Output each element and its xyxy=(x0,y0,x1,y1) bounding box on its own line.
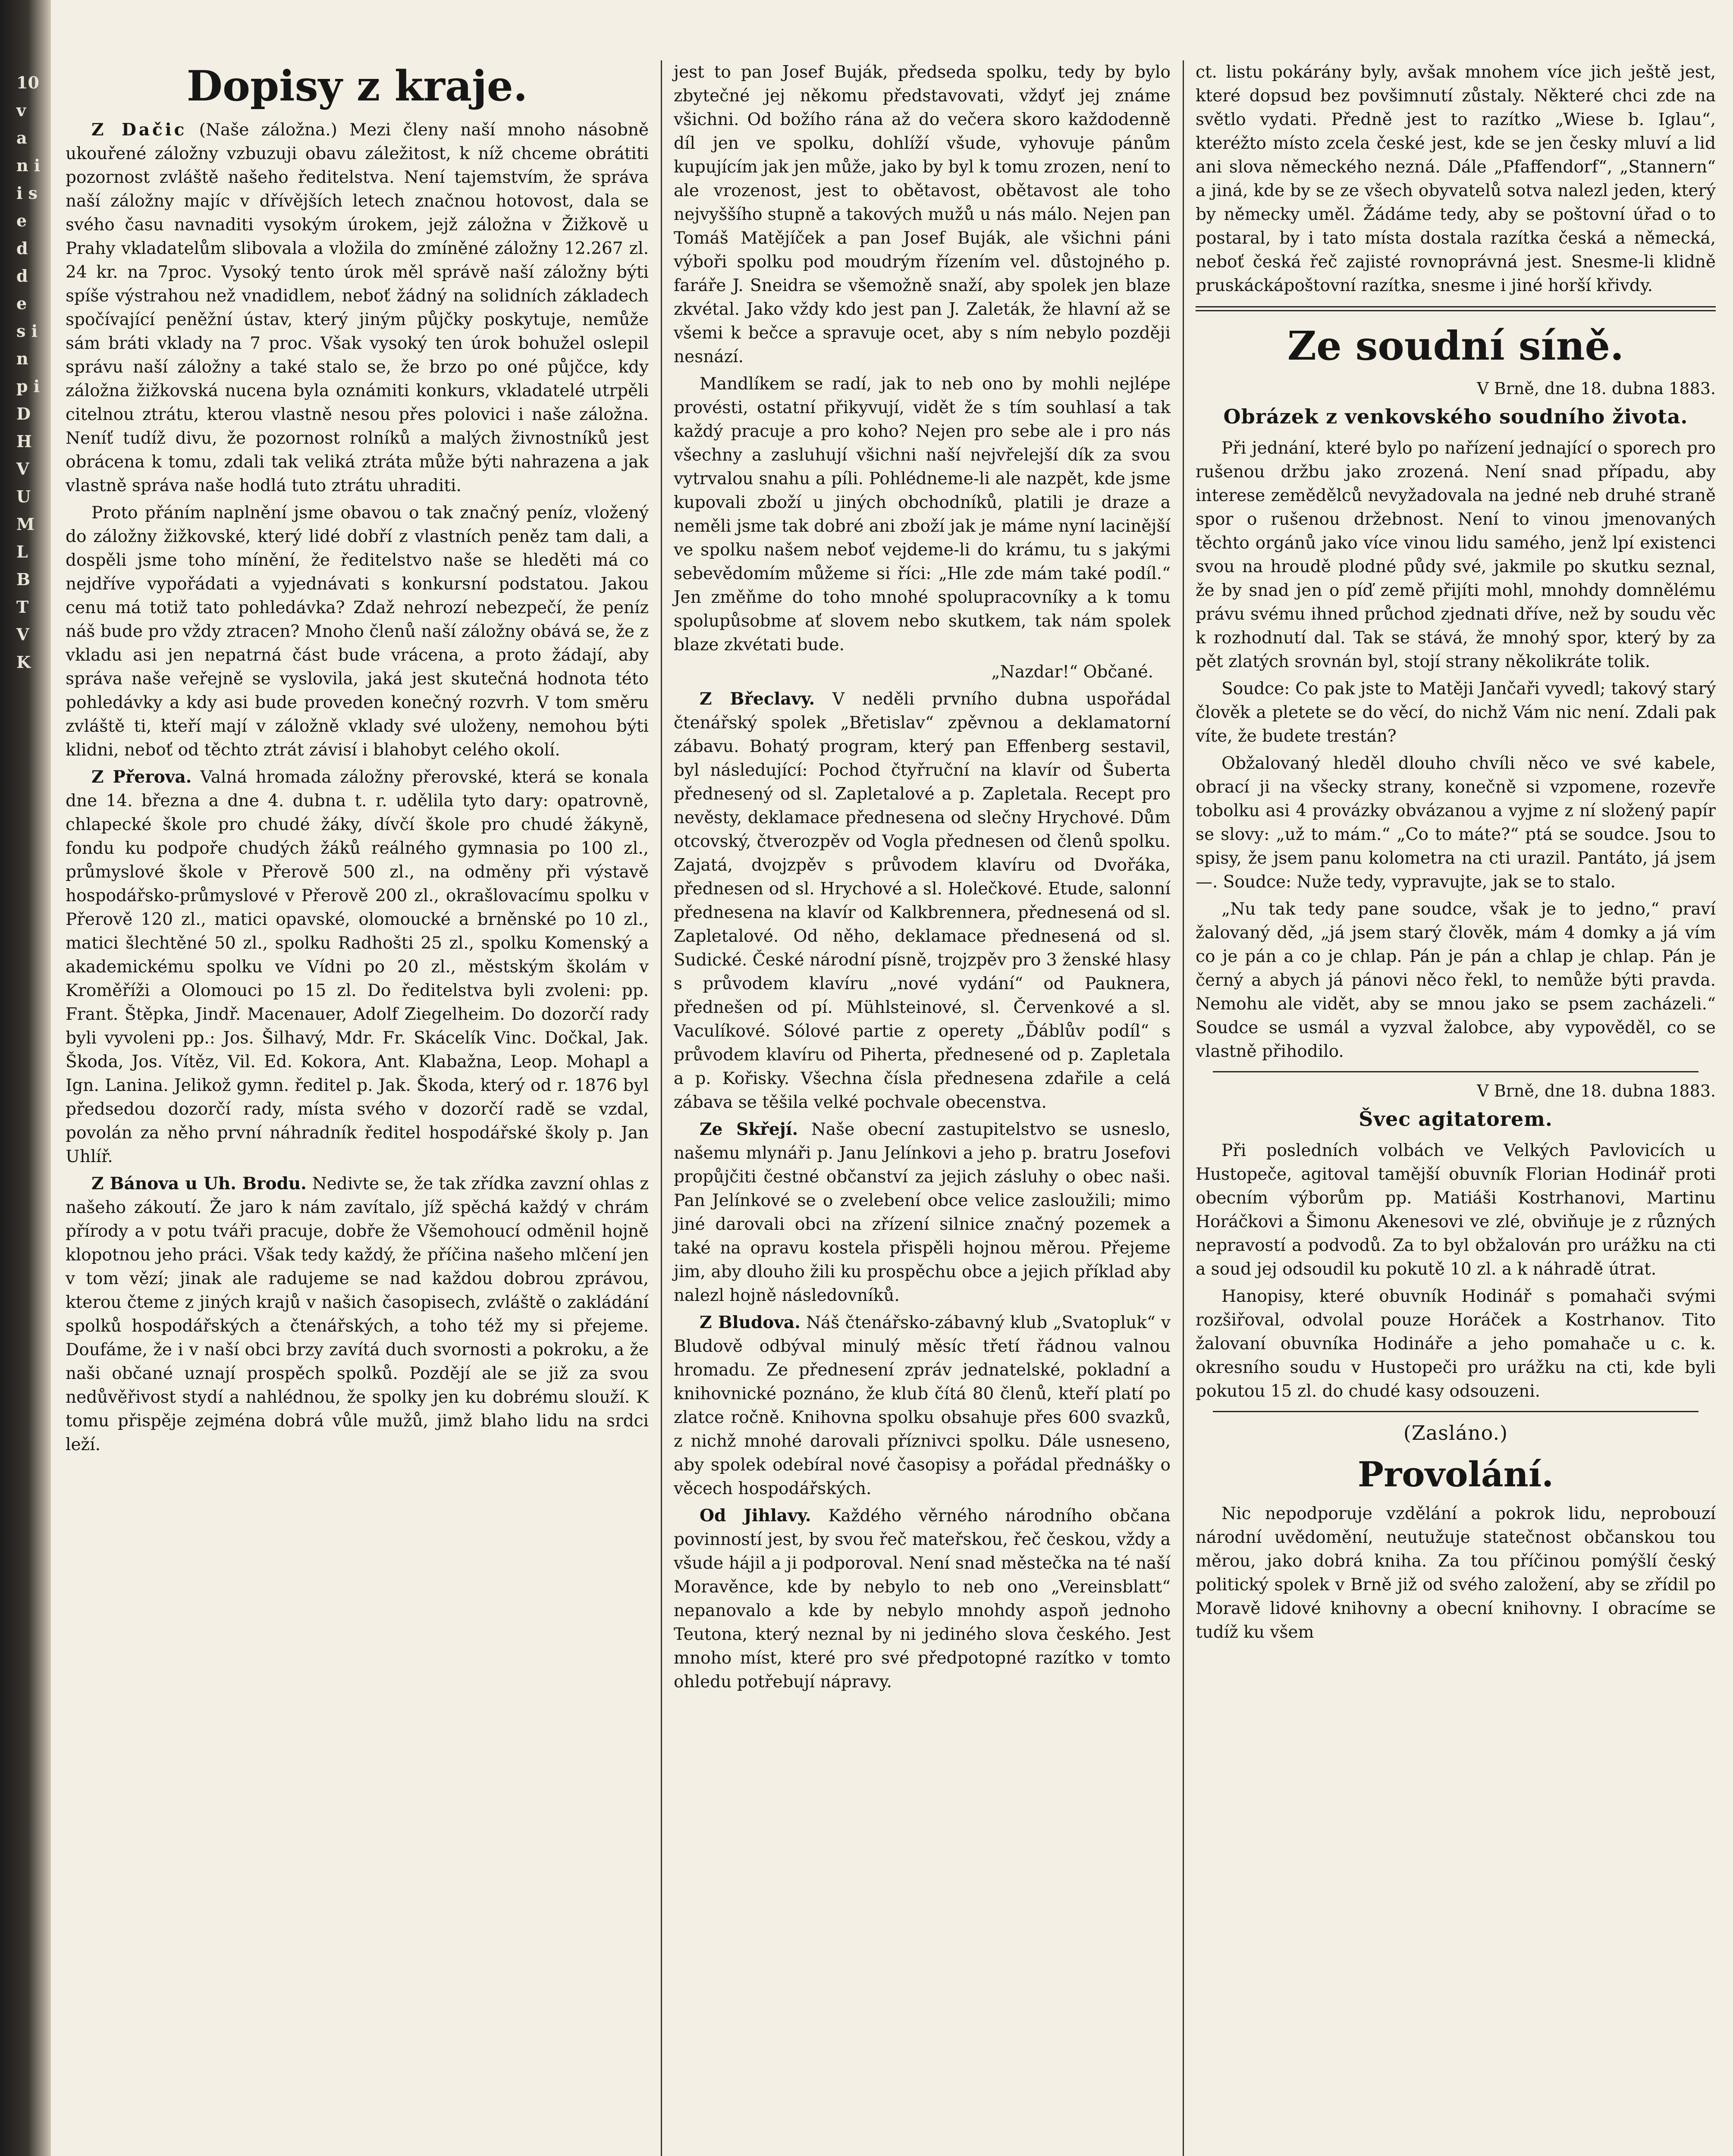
article-jihlava-body: Každého věrného národního občana povinností jest, by svou řeč mateřskou, řeč českou, vždy a všude hájil a ji podporoval. Není snad městečka na té naší Moravěnce, kde by nebylo to neb ono „Vereinsblatt“ nepanovalo a kde by nebylo mnohdy aspoň jednoho Teutona, který neznal by ni jediného slova českého. Jest mnoho míst, které pro své předpotopné razítko v tomto ohledu potřebují nápravy. xyxy=(674,1506,1171,1692)
section-title-dopisy: Dopisy z kraje. xyxy=(186,62,528,110)
article-prerov-body: Valná hromada záložny přerovské, která se konala dne 14. března a dne 4. dubna t. r. udělila tyto dary: opatrovně, chlapecké škole pro chudé žáky, dívčí škole pro chudé žákyně, fondu ku podpoře chudých žáků reálného gymnasia po 100 zl., průmyslové škole v Přerově 500 zl., na odměny při výstavě hospodářsko-průmyslové v Přerově 200 zl., okrašlovacímu spolku v Přerově 120 zl., matici opavské, olomoucké a brněnské po 10 zl., matici šlechtěné 50 zl., spolku Radhošti 25 zl., spolku Komenský a akademickému spolku ve Vídni po 20 zl., městským školám v Kroměříži a Olomouci po 15 zl. Do ředitelstva byli zvoleni: pp. Frant. Štěpka, Jindř. Macenauer, Adolf Ziegelheim. Do dozorčí rady byli vyvoleni pp.: Jos. Šilhavý, Mdr. Fr. Skácelík Vinc. Dočkal, Jak. Škoda, Jos. Vítěz, Vil. Ed. Kokora, Ant. Klabažna, Leop. Mohapl a Ign. Lanina. Jelikož gymn. ředitel p. Jak. Škoda, který od r. 1876 byl předsedou dozorčí rady, místa svého v dozorčí radě se vzdal, povolán za něho první náhradník ředitel hospodářské školy p. Jan Uhlíř. xyxy=(66,768,649,1166)
article-provolani-body: Nic nepodporuje vzdělání a pokrok lidu, neprobouzí národní uvědomění, neutužuje statečnost občanskou tou měrou, jako dobrá kniha. Za tou příčinou pomýšlí český politický spolek v Brně již od svého založení, aby se zřídil po Moravě lidové knihovny a obecní knihovny. I obracíme se tudíž ku všem xyxy=(1196,1504,1716,1642)
article-razitka-continued: ct. listu pokárány byly, avšak mnohem více jich ještě jest, které dopsud bez povšimnutí zůstaly. Některé chci zde na světlo vydati. Předně jest to razítko „Wiese b. Iglau“, kteréžto místo zcela české jest, kde se jen česky mluví a lid ani slova německého nezná. Dále „Pfaffendorf“, „Stannern“ a jiná, kde by se ze všech obyvatelů sotva nalezl jeden, který by německy uměl. Žádáme tedy, aby se poštovní úřad o to postaral, by i tato místa dostala razítka česká a německá, neboť česká řeč zajisté rovnoprávná jest. Snesme-li klidně pruskáckápoštovní razítka, snesme i jiné horší křivdy. xyxy=(1196,63,1716,295)
column-rule-2 xyxy=(1183,60,1184,2156)
article-breclav xyxy=(674,687,1171,1114)
article-continued-mandlik: Mandlíkem se radí, jak to neb ono by mohli nejlépe provésti, ostatní přikyvují, vidět že s tím souhlasí a tak každý pracuje a pro koho? Nejen pro sebe ale i pro nás všechny a zasluhují všichni naší nejvřelejší dík za svou vytrvalou snahu a píli. Pohlédneme-li ale nazpět, kde jsme kupovali zboží u jiných obchodníků, platili je draze a neměli jsme tak dobré ani zboží jak je máme nyní lacinější ve spolku našem neboť vejdeme-li do krámu, tu s jakými sebevědomím můžeme si říci: „Hle zde mám také podíl.“ Jen změňme do toho mnohé spolupracovníky a k tomu spolupůsobme ať slovem nebo skutkem, tak nám spolek blaze zkvétati bude. xyxy=(674,374,1171,655)
article-jihlava xyxy=(674,1504,1171,1694)
article-dacice-heading: Z Dačic xyxy=(91,120,187,140)
column-2 xyxy=(664,60,1180,2156)
subheading-obrazek: Obrázek z venkovského soudního života. xyxy=(1223,405,1688,428)
section-divider xyxy=(1196,306,1716,311)
article-skreje-body: Naše obecní zastupitelstvo se usneslo, našemu mlynáři p. Janu Jelínkovi a jeho p. bratru Josefovi propůjčiti čestné občanství za jejich zásluhy o obec naši. Pan Jelínkové se o zvelebení obce velice zasloužili; mimo jiné darovali obci na zřízení silnice značný pozemek a také na opravu kostela přispěli hojnou měrou. Přejeme jim, aby dlouho žili ku prospěchu obce a jejich příklad aby nalezl hojně následovníků. xyxy=(674,1120,1171,1305)
article-dacice-continued: Proto přáním naplnění jsme obavou o tak značný peníz, vložený do záložny žižkovské, který lidé dobří z vlastních peněz tam dali, a dospěli jsme toho mínění, že ředitelstvo naše se hleděti má co nejdříve vypořádati a vyjednávati s konkursní podstatou. Jakou cenu má totiž tato pohledávka? Zdaž nehrozí nebezpečí, že peníz náš bude pro vždy ztracen? Mnoho členů naší záložny obává se, že z vkladu asi jen nepatrná část bude vrácena, a proto žádají, aby správa naše veřejně se vyslovila, jaká jest skutečná hodnota této pohledávky a kdy asi bude proveden konečný rozvrh. V tom směru zvláště ti, kteří mají v záložně vklady své uloženy, nemohou býti klidni, neboť od těchto ztrát závisí i blahobyt celého okolí. xyxy=(66,503,649,760)
article-obrazek-obzalovany: Obžalovaný hleděl dlouho chvíli něco ve své kabele, obrací ji na všecky strany, konečně si vzpomene, rozevře tobolku asi 4 provázky obvázanou a vyjme z ní složený papír se slovy: „už to mám.“ „Co to máte?“ ptá se soudce. Jsou to spisy, že jsem panu kolometra na cti urazil. Pantáto, já jsem —. Soudce: Nuže tedy, vypravujte, jak se to stalo. xyxy=(1196,754,1716,892)
dateline-2: V Brně, dne 18. dubna 1883. xyxy=(1477,1081,1716,1100)
article-prerov-heading: Z Přerova. xyxy=(91,767,192,787)
article-banov-heading: Z Bánova u Uh. Brodu. xyxy=(91,1174,307,1194)
page-binding-edge xyxy=(0,0,51,2156)
column-3 xyxy=(1186,60,1725,2156)
article-svec-body: Při posledních volbách ve Velkých Pavlovicích u Hustopeče, agitoval tamější obuvník Florian Hodinář proti obecním výborům pp. Matiáši Kostrhanovi, Martinu Horáčkovi a Šimonu Akenesovi ve zlé, obviňuje je z různých nepravostí a podvodů. Za to byl obžalován pro urážku na cti a soud jej odsoudil ku pokutě 10 zl. a k náhradě útrat. xyxy=(1196,1141,1716,1279)
article-breclav-body: V neděli prvního dubna uspořádal čtenářský spolek „Břetislav“ zpěvnou a deklamatorní zábavu. Bohatý program, který pan Effenberg sestavil, byl následující: Pochod čtyřruční na klavír od Šuberta přednesený od sl. Zapletalové a p. Zapletala. Recept pro nevěsty, deklamace přednesena od slečny Hrychové. Dům otcovský, čtverozpěv od Vogla přednesen od členů spolku. Zajatá, dvojzpěv s průvodem klavíru od Dvořáka, přednesen od sl. Hrychové a sl. Holečkové. Etude, salonní přednesena na klavír od Kalkbrennera, přednesená od sl. Zapletalové. Od něho, deklamace přednesená od sl. Sudické. České národní písně, trojzpěv pro 3 ženské hlasy s průvodem klavíru „nové vydání“ od Pauknera, přednešen od pí. Mühlsteinové, sl. Červenkové a sl. Vaculíkové. Sólové partie z operety „Ďáblův podíl“ s průvodem klavíru od Piherta, přednesené od p. Zapletala a p. Kořisky. Všechna čísla přednesena zdařile a celá zábava se těšila velké pochvale obecenstva. xyxy=(674,689,1171,1112)
section-title-soudni-sin: Ze soudní síně. xyxy=(1287,323,1624,369)
article-signature-obcane: „Nazdar!“ Občané. xyxy=(991,662,1153,682)
subheading-svec: Švec agitatorem. xyxy=(1359,1107,1553,1131)
article-dacice-body: (Naše záložna.) Mezi členy naší mnoho násobně ukouřené záložny vzbuzuji obavu záležitost, k níž chceme obrátiti pozornost zvláště našeho ředitelstva. Není tajemstvím, že správa naší záložny majíc v dřívějších letech značnou hotovost, dala se svého času navnaditi vysokým úrokem, jejž záložna v Žižkově u Prahy vkladatelům slibovala a vložila do zmíněné záložny 12.267 zl. 24 kr. na 7proc. Vysoký tento úrok měl správě naší záložny býti spíše výstrahou než vnadidlem, neboť žádný na solidních základech spočívající peněžní ústav, který jiným půjčky poskytuje, nemůže sám bráti vklady na 7 proc. Však vysoký ten úrok bohužel oslepil správu naší záložny a také stalo se, že brzo po oné půjčce, kdy záložna žižkovská nucena byla oznámiti konkurs, vkladatelé utrpěli citelnou ztrátu, kterou vlastně nesou přes polovici i naše záložna. Neníť tudíž divu, že pozornost rolníků a malých živnostníků jest obrácena k tomu, zdali tak veliká ztráta může býti nahrazena a jak vlastně správa naše hodlá tuto ztrátu uhraditi. xyxy=(66,120,649,495)
article-obrazek-ded: „Nu tak tedy pane soudce, však je to jedno,“ praví žalovaný děd, „já jsem starý člověk, mám 4 domky a já vím co je pán a co je chlap. Pán je pán a chlap je chlap. Pán je černý a abych já pánovi něco řekl, to nemůže býti pravda. Nemohu ale vidět, aby se mnou jako se psem zacházeli.“ Soudce se usmál a vyzval žalobce, aby vypověděl, co se vlastně přihodilo. xyxy=(1196,899,1716,1061)
section-title-provolani: Provolání. xyxy=(1357,1454,1554,1495)
article-obrazek-intro: Při jednání, které bylo po nařízení jednající o sporech pro rušenou držbu jako zrozená. Není snad případu, aby interese zemědělců nevyžadovala na jedné neb druhé straně spor o rušenou držebnost. Není to vinou jmenovaných těchto orgánů jako více vinou lidu samého, jenž lpí existenci svou na hroudě plodné půdy své, jakmile po skutku seznal, že by snad jen o píď země přijíti mohl, mnohdy domnělému právu svému ihned průchod zjednati dříve, než by soudu věc k rozhodnutí dal. Tak se stává, že mnohý spor, který by za pět zlatých srovnán byl, stojí strany několikráte tolik. xyxy=(1196,439,1716,671)
article-skreje xyxy=(674,1118,1171,1307)
column-rule-1 xyxy=(661,60,662,2156)
article-bludov xyxy=(674,1311,1171,1501)
article-obrazek-soudce: Soudce: Co pak jste to Matěji Jančaři vyvedl; takový starý člověk a pletete se do věcí, do nichž Vám nic není. Zdali pak víte, že budete trestán? xyxy=(1196,679,1716,746)
article-svec-hanopisy: Hanopisy, které obuvník Hodinář s pomahači svými rozšiřoval, odvolal pouze Horáček a Kostrhanov. Tito žalovaní obuvníka Hodináře a jeho pomahače u c. k. okresního soudu v Hustopeči pro urážku na cti, kde byli pokutou 15 zl. do chudé kasy odsouzeni. xyxy=(1196,1287,1716,1401)
article-banov xyxy=(66,1172,649,1457)
zaslano-label: (Zasláno.) xyxy=(1403,1421,1508,1445)
column-1 xyxy=(56,60,658,2156)
article-divider xyxy=(1213,1071,1698,1072)
article-breclav-heading: Z Břeclavy. xyxy=(700,689,815,709)
dateline-1: V Brně, dne 18. dubna 1883. xyxy=(1477,379,1716,398)
article-prerov xyxy=(66,765,649,1169)
article-jihlava-heading: Od Jihlavy. xyxy=(700,1506,811,1526)
article-bludov-body: Náš čtenářsko-zábavný klub „Svatopluk“ v Bludově odbýval minulý měsíc třetí řádnou valnou hromadu. Ze přednesení zpráv jednatelské, pokladní a knihovnické poznáno, že klub čítá 80 členů, kteří platí po zlatce ročně. Knihovna spolku obsahuje přes 600 svazků, z nichž mnohé darovali příznivci spolku. Dále usneseno, aby spolek odebíral nové časopisy a pořádal přednášky o věcech hospodářských. xyxy=(674,1313,1171,1498)
article-banov-body: Nedivte se, že tak zřídka zavzní ohlas z našeho zákoutí. Že jaro k nám zavítalo, jíž spěchá každý v chrám přírody a v potu tváři pracuje, dobře že Všemohoucí odměnil hojně klopotnou jeho práci. Však tedy každý, že příčina našeho mlčení jen v tom vězí; jinak ale radujeme se nad každou dobrou zprávou, kterou čteme z jiných krajů v našich časopisech, zvláště o zakládání spolků hospodářských a čtenářských, a toho též my si přejeme. Doufáme, že i v naší obci brzy zavítá duch svornosti a pokroku, a že naši občané uznají prospěch spolků. Pozdějí ale se již za svou nedůvěřivost stydí a nahlédnou, že spolky jen ku dobrému slouží. K tomu přispěje zejména dobrá vůle mužů, jimž blaho lidu na srdci leží. xyxy=(66,1174,649,1454)
article-dacice xyxy=(66,118,649,498)
binding-text-fragments: 10 v a n i i s e d d e s i n p i D H V U M L B T V K xyxy=(16,73,41,672)
article-skreje-heading: Ze Skřejí. xyxy=(700,1119,798,1139)
article-continued-top: jest to pan Josef Buják, předseda spolku, tedy by bylo zbytečné jej někomu představovati, vždyť jej známe všichni. Od božího rána až do večera skoro každodenně díl jen ve spolku, dohlíží všude, vyhovuje pánům kupujícím jak jen může, jako by byl k tomu zrozen, není to ale vrozenost, jest to obětavost, obětavost ale toho nejvyššího stupně a takových mužů u nás málo. Nejen pan Tomáš Matějíček a pan Josef Buják, ale všichni páni výboři spolku pod moudrým řízením vel. důstojného p. faráře J. Sneidra se všemožně snaží, aby spolek jen blaze zkvétal. Jako vždy kdo jest pan J. Zaleták, že hlavní až se všemi k bečce a spravuje ocet, aby s ním nebylo později nesnází. xyxy=(674,63,1171,367)
article-bludov-heading: Z Bludova. xyxy=(700,1313,801,1332)
article-divider-2 xyxy=(1213,1411,1698,1412)
